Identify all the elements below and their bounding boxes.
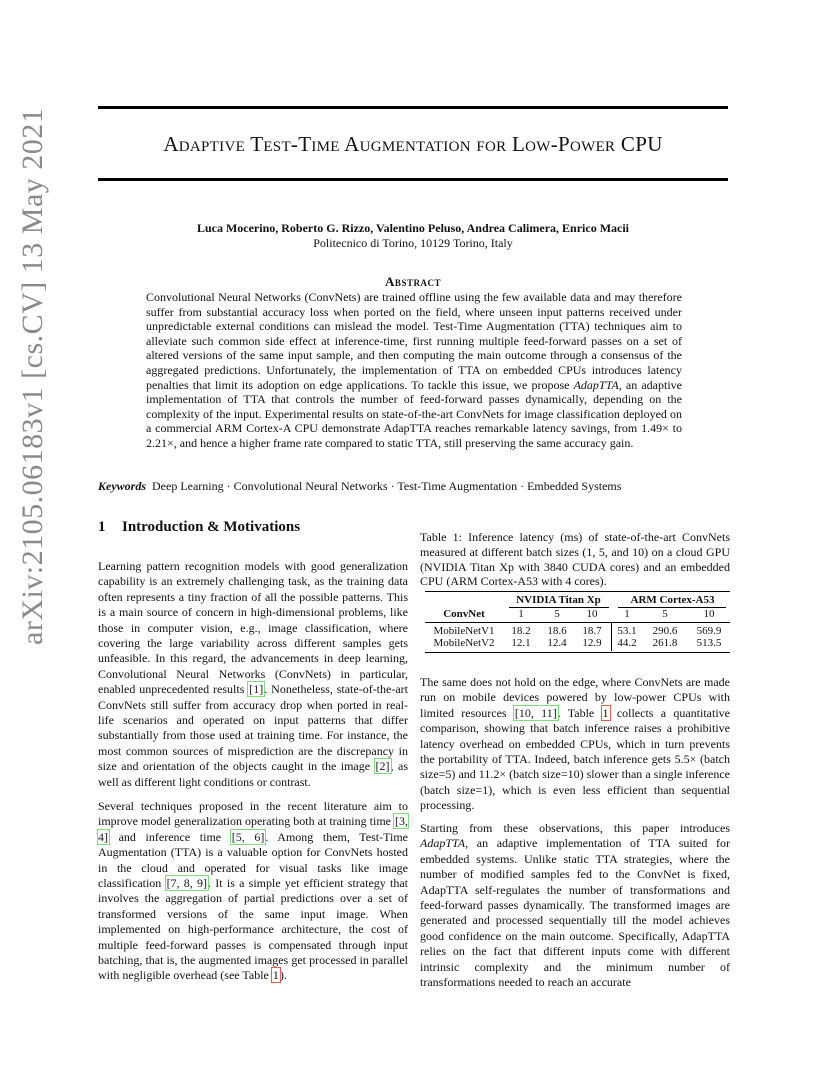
intro-paragraph-4 (420, 821, 730, 990)
p2-text-d: . It is a simple yet efficient strategy that involves the aggregation of partial predictions over a set of transformed versions of the same input image. When implemented on high-performance architecture, the cost of multiple feed-forward passes is compensated through input batching, that is, the augmented images get processed in parallel with negligible overhead (see Table (98, 876, 409, 983)
table-bottom-rule (425, 652, 730, 653)
table-cell: 290.6 (652, 625, 678, 637)
intro-paragraph-2 (98, 799, 408, 984)
table-row (425, 637, 730, 650)
p1-text-c: , as well as different light conditions or contrast. (98, 759, 408, 789)
table-cell: 12.4 (547, 637, 567, 649)
authors: Luca Mocerino, Roberto G. Rizzo, Valentino Peluso, Andrea Calimera, Enrico Macii (196, 221, 630, 235)
table-cell: 53.1 (617, 625, 637, 637)
table-cell: 18.7 (582, 625, 602, 637)
batch-size-header: 5 (662, 608, 668, 620)
keywords (98, 479, 738, 494)
abstract-part-a: Convolutional Neural Networks (ConvNets) are trained offline using the few available data and may therefore suffer from substantial accuracy loss when ported on the field, where unseen input patterns received under unpredictable external conditions can mislead the model. Test-Time Augmentation (TTA) techniques aim to alleviate such common side effect at inference-time, first running multiple feed-forward passes on a set of altered versions of the same input sample, and then computing the main outcome through a consensus of the aggregated predictions. Unfortunately, the implementation of TTA on embedded CPUs introduces latency penalties that limit its adoption on edge applications. To tackle this issue, we propose (146, 290, 682, 392)
p1-text-b: . Nonetheless, state-of-the-art ConvNets still suffer from accuracy drop when ported in real-life scenarios and operated on input patterns that differ substantially from those used at training time. For instance, the most common sources of misprediction are the discrepancy in size and orientation of the objects caught in the image (98, 682, 408, 774)
intro-paragraph-1 (98, 559, 408, 790)
citation-link[interactable]: [2] (375, 759, 390, 774)
table-cell: 18.6 (547, 625, 567, 637)
table-top-rule (425, 591, 730, 592)
table-cell: 261.8 (652, 637, 678, 649)
table-cell: 12.1 (511, 637, 531, 649)
p4-method-name: AdapTTA (420, 836, 466, 851)
col-convnet-header: ConvNet (443, 608, 485, 620)
row-model-name: MobileNetV1 (433, 625, 495, 637)
title-top-rule (98, 106, 728, 109)
batch-size-header: 1 (624, 608, 630, 620)
keywords-label: Keywords (98, 479, 146, 493)
p2-text-b: and inference time (109, 829, 231, 844)
citation-link[interactable]: [5, 6] (231, 829, 265, 844)
citation-link[interactable]: [7, 8, 9] (166, 876, 208, 891)
p4-text-a: Starting from these observations, this paper introduces (420, 821, 730, 835)
table-group-header-row (425, 594, 730, 607)
p2-text-e: ). (279, 968, 287, 983)
abstract-text (146, 290, 682, 451)
abstract-method-name: AdapTTA (573, 377, 619, 392)
arxiv-stamp-text: arXiv:2105.06183v1 [cs.CV] 13 May 2021 (16, 107, 49, 645)
table-ref-link[interactable]: 1 (602, 705, 609, 720)
table-header-row (425, 608, 730, 621)
paper-title: Adaptive Test-Time Augmentation for Low-Power CPU (163, 132, 663, 156)
affiliation: Politecnico di Torino, 10129 Torino, Italy (313, 236, 513, 250)
citation-link[interactable]: [1] (249, 682, 264, 697)
citation-link[interactable]: [10, 11] (514, 705, 557, 720)
table-column-separator (611, 623, 612, 651)
abstract-part-b: , an adaptive implementation of TTA that controls the number of feed-forward passes dynamically, depending on the complexity of the input. Experimental results on state-of-the-art ConvNets for image classification deployed on a commercial ARM Cortex-A CPU demonstrate AdapTTA reaches remarkable latency savings, from 1.49× to 2.21×, and hence a higher frame rate compared to static TTA, still preserving the same accuracy gain. (146, 377, 682, 450)
batch-size-header: 1 (518, 608, 524, 620)
keywords-text: Deep Learning · Convolutional Neural Networks · Test-Time Augmentation · Embedded Systems (152, 479, 622, 493)
group-gpu-label: NVIDIA Titan Xp (516, 594, 601, 606)
abstract-heading: Abstract (385, 274, 441, 289)
batch-size-header: 10 (586, 608, 598, 620)
table-cell: 44.2 (617, 637, 637, 649)
p3-text-a: The same does not hold on the edge, where ConvNets are made run on mobile devices powered by low-power CPUs with limited resources (420, 675, 730, 720)
table-cell: 513.5 (696, 637, 722, 649)
table-cell: 18.2 (511, 625, 531, 637)
row-model-name: MobileNetV2 (433, 637, 495, 649)
table-ref-link[interactable]: 1 (272, 968, 279, 983)
p3-text-b: . Table (557, 705, 602, 720)
p2-text-a: Several techniques proposed in the recent literature aim to improve model generalization operating both at training time (98, 799, 408, 829)
batch-size-header: 10 (703, 608, 715, 620)
table-cell: 12.9 (582, 637, 602, 649)
citation-link[interactable]: [3, 4] (98, 814, 408, 844)
section-title: Introduction & Motivations (122, 519, 301, 535)
p4-text-b: , an adaptive implementation of TTA suited for embedded systems. Unlike static TTA strategies, where the number of modified samples fed to the ConvNet is fixed, AdapTTA self-regulates the number of transformations and feed-forward passes dynamically. The transformed images are generated and processed sequentially till the model achieves good confidence on the main outcome. Specifically, AdapTTA relies on the fact that different inputs come with different intrinsic complexity and the minimum number of transformations needed to reach an accurate (420, 836, 730, 990)
section-number: 1 (98, 519, 106, 535)
p1-text-a: Learning pattern recognition models with good generalization capability is an extremely challenging task, as the training data often represents a tiny fraction of all the possible patterns. This is a main source of concern in high-dimensional problems, like those in computer vision, e.g., image classification, where covering the large variability across different samples gets unfeasible. In this regard, the advancements in deep learning, Convolutional Neural Networks (ConvNets) in particular, enabled unprecedented results (98, 559, 408, 697)
table-cell: 569.9 (696, 625, 722, 637)
title-bottom-rule (98, 178, 728, 181)
group-cpu-label: ARM Cortex-A53 (630, 594, 715, 606)
table-mid-rule (425, 622, 730, 623)
intro-paragraph-3 (420, 675, 730, 814)
batch-size-header: 5 (554, 608, 560, 620)
table-caption: Table 1: Inference latency (ms) of state-of-the-art ConvNets measured at different batch sizes (1, 5, and 10) on a cloud GPU (NVIDIA Titan Xp with 3840 CUDA cores) and an embedded CPU (ARM Cortex-A53 with 4 cores). (420, 530, 730, 589)
p3-text-c: collects a quantitative comparison, showing that batch inference raises a prohibitive latency overhead on embedded CPUs, which in turn prevents the portability of TTA. Indeed, batch inference gets 5.5× (batch size=5) and 11.2× (batch size=10) slower than a single inference (batch size=1), which is even less efficient than sequential processing. (420, 705, 730, 813)
p2-text-c: . Among them, Test-Time Augmentation (TTA) is a valuable option for ConvNets hosted in the cloud and operated for visual tasks like image classification (98, 829, 408, 891)
section-heading (98, 519, 418, 536)
